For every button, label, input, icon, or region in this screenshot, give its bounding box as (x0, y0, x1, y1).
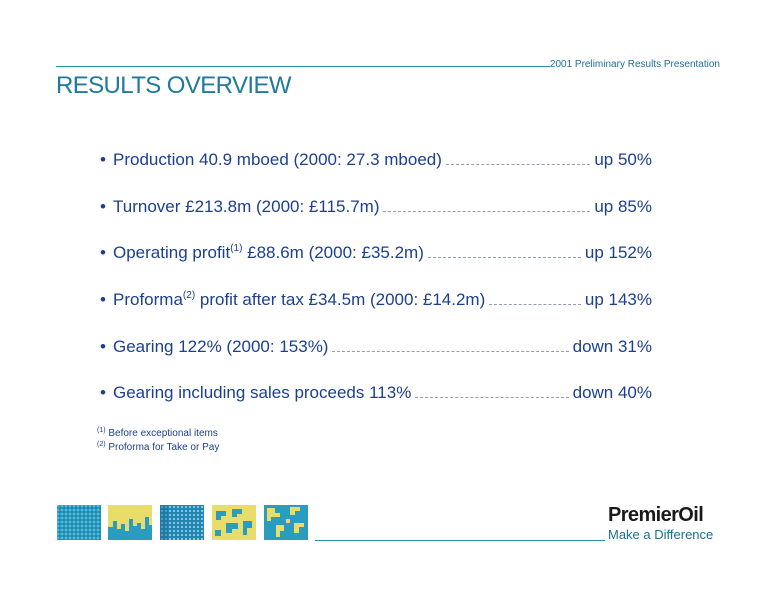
bullet-change: down 31% (572, 337, 652, 356)
bullet-text: Production 40.9 mboed (2000: 27.3 mboed) (113, 150, 442, 169)
tile-blobs-icon (212, 505, 256, 540)
bullet-text: Turnover £213.8m (2000: £115.7m) (113, 197, 380, 216)
leader-line (332, 351, 568, 352)
bullet-row-production (100, 146, 652, 170)
bullet-text-pre: Operating profit (113, 243, 231, 262)
bullet-dot: • (100, 197, 106, 216)
bullet-text-pre: Proforma (113, 290, 183, 309)
footnote-mark: (1) (97, 427, 106, 434)
footnotes (97, 428, 219, 456)
tile-blue-texture-icon (57, 505, 101, 540)
bullet-text-post: £88.6m (2000: £35.2m) (242, 243, 424, 262)
bullet-dot: • (100, 243, 106, 262)
bullet-change: down 40% (572, 383, 652, 402)
page-title: RESULTS OVERVIEW (56, 72, 291, 99)
footer-rule (315, 540, 605, 541)
bullet-row-operating-profit (100, 239, 652, 263)
header-caption: 2001 Preliminary Results Presentation (549, 59, 720, 70)
company-tagline: Make a Difference (608, 527, 714, 542)
footnote-text: Proforma for Take or Pay (105, 442, 220, 453)
bullet-text (113, 290, 485, 310)
bullet-dot: • (100, 383, 106, 402)
footnote-ref: (1) (230, 243, 243, 254)
bullet-dot: • (100, 290, 106, 309)
bullet-text: Gearing including sales proceeds 113% (113, 383, 412, 402)
bullet-dot: • (100, 150, 106, 169)
bullet-change: up 143% (584, 290, 652, 309)
tile-dot-grid-icon (160, 505, 204, 540)
bullet-text: Gearing 122% (2000: 153%) (113, 337, 329, 356)
header-rule (56, 66, 550, 67)
tile-map-icon (264, 505, 308, 540)
footnote-text: Before exceptional items (105, 428, 218, 439)
bullet-row-gearing (100, 333, 652, 357)
leader-line (415, 397, 568, 398)
bullet-row-turnover (100, 193, 652, 217)
leader-line (446, 164, 590, 165)
tile-skyline-icon (108, 505, 152, 540)
bullet-dot: • (100, 337, 106, 356)
footnote-mark: (2) (97, 441, 106, 448)
bullet-text-post: profit after tax £34.5m (2000: £14.2m) (195, 290, 486, 309)
company-logo: PremierOil (608, 504, 704, 526)
bullet-change: up 50% (594, 150, 652, 169)
footnote-ref: (2) (182, 290, 196, 301)
leader-line (489, 304, 581, 305)
bullet-text (113, 243, 424, 263)
footnote-1 (97, 428, 219, 442)
leader-line (383, 211, 590, 212)
leader-line (428, 257, 581, 258)
footnote-2 (97, 442, 219, 456)
bullet-change: up 152% (584, 243, 652, 262)
bullet-row-gearing-sales (100, 379, 652, 403)
bullet-row-proforma-profit (100, 286, 652, 310)
bullet-change: up 85% (594, 197, 652, 216)
